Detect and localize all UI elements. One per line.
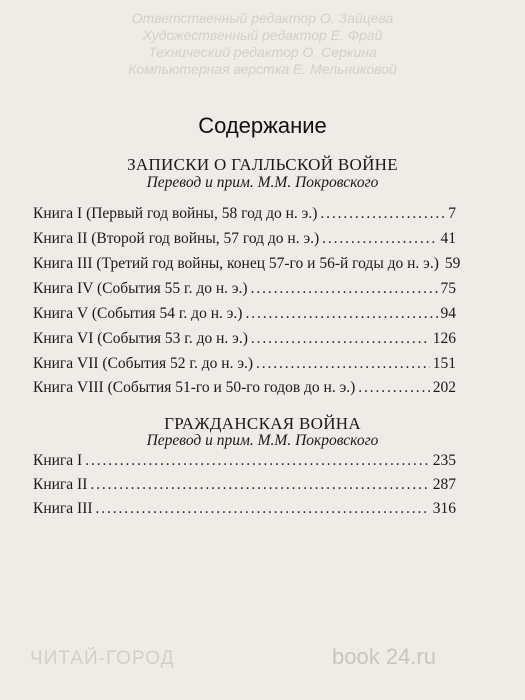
dot-leader <box>251 279 438 299</box>
dot-leader <box>320 204 445 224</box>
toc-entry-label: Книга III (Третий год войны, конец 57-го и 56-й годы до н. э.) <box>33 255 439 272</box>
toc-entry-label: Книга III <box>33 500 93 517</box>
section-subtitle-civil-war: Перевод и прим. М.М. Покровского <box>146 432 379 449</box>
dot-leader <box>85 451 430 471</box>
toc-entry-label: Книга IV (События 55 г. до н. э.) <box>33 280 248 297</box>
section-title-gallic-war: ЗАПИСКИ О ГАЛЛЬСКОЙ ВОЙНЕ <box>127 155 398 174</box>
toc-entry-page: 235 <box>432 452 456 469</box>
toc-entry[interactable] <box>33 204 456 224</box>
toc-entry[interactable] <box>33 279 456 299</box>
section-title-civil-war: ГРАЖДАНСКАЯ ВОЙНА <box>164 414 361 433</box>
toc-entry-label: Книга VII (События 52 г. до н. э.) <box>33 355 254 372</box>
dot-leader <box>245 304 437 324</box>
dot-leader <box>256 354 430 374</box>
toc-entry-page: 41 <box>440 230 456 247</box>
section-subtitle-gallic-war: Перевод и прим. М.М. Покровского <box>146 174 379 191</box>
toc-entry[interactable] <box>33 329 456 349</box>
toc-entry-label: Книга VIII (События 51-го и 50-го годов до н. э.) <box>33 379 356 396</box>
toc-entry-label: Книга I <box>33 452 83 469</box>
toc-entry-label: Книга II <box>33 476 88 493</box>
chitai-gorod-watermark: ЧИТАЙ-ГОРОД <box>30 648 175 669</box>
toc-entry[interactable] <box>33 229 456 249</box>
toc-entry[interactable] <box>33 304 456 324</box>
toc-entry-label: Книга V (События 54 г. до н. э.) <box>33 305 243 322</box>
bleed-through-text: Ответственный редактор О. Зайцева Художественный редактор Е. Фрай Технический редактор О. Серкина Компьютерная верстка Е. Мельниковой <box>128 10 397 77</box>
toc-entry[interactable] <box>33 475 456 495</box>
toc-entry-page: 75 <box>440 280 456 297</box>
toc-entry-page: 151 <box>432 355 456 372</box>
book24-watermark: book 24.ru <box>332 644 436 669</box>
toc-entry-page: 7 <box>448 205 456 222</box>
toc-entry-page: 287 <box>432 476 456 493</box>
toc-entry[interactable] <box>33 378 456 398</box>
toc-entry-page: 126 <box>432 330 456 347</box>
dot-leader <box>96 499 430 519</box>
toc-entry[interactable] <box>33 354 456 374</box>
dot-leader <box>90 475 429 495</box>
toc-entry-page: 202 <box>432 379 456 396</box>
page-title: Содержание <box>198 113 327 138</box>
toc-entry-page: 316 <box>432 500 456 517</box>
dot-leader <box>358 378 429 398</box>
toc-entry[interactable] <box>33 254 461 274</box>
toc-entry-page: 94 <box>440 305 456 322</box>
toc-entry-page: 59 <box>444 255 461 272</box>
toc-entry-label: Книга I (Первый год войны, 58 год до н. э.) <box>33 205 318 222</box>
dot-leader <box>322 229 437 249</box>
toc-entry[interactable] <box>33 499 456 519</box>
toc-entry[interactable] <box>33 451 456 471</box>
toc-entry-label: Книга VI (События 53 г. до н. э.) <box>33 330 248 347</box>
toc-entry-label: Книга II (Второй год войны, 57 год до н. э.) <box>33 230 320 247</box>
dot-leader <box>251 329 430 349</box>
